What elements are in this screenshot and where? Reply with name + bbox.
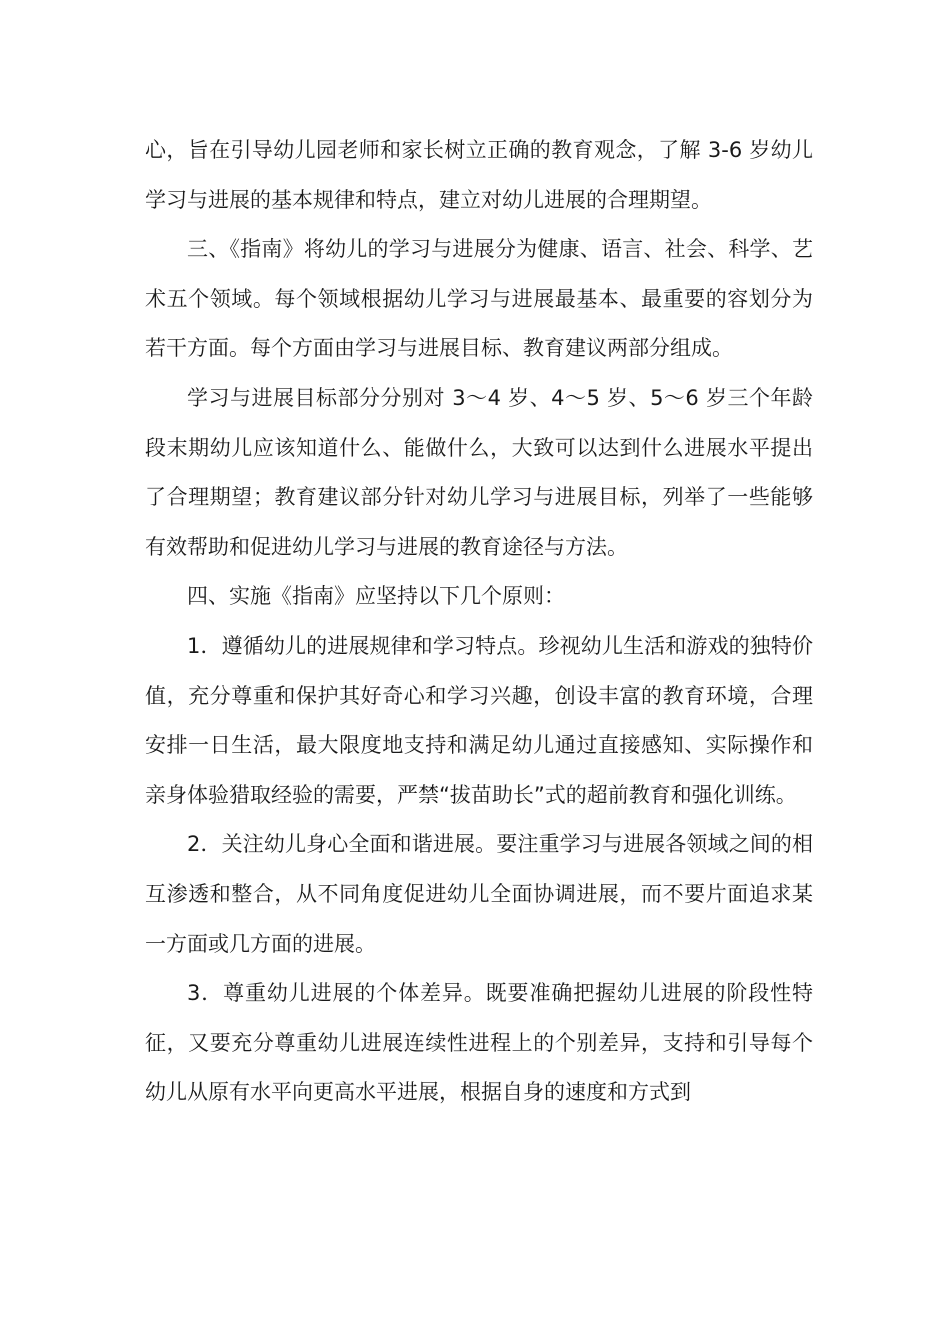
paragraph-principle-1: 1．遵循幼儿的进展规律和学习特点。珍视幼儿生活和游戏的独特价值，充分尊重和保护其好奇心和学习兴趣，创设丰富的教育环境，合理安排一日生活，最大限度地支持和满足幼儿通过直接感知、实际操作和亲身体验猎取经验的需要，严禁“拔苗助长”式的超前教育和强化训练。 xyxy=(145,633,813,807)
paragraph-section-four-heading: 四、实施《指南》应坚持以下几个原则： xyxy=(187,584,565,609)
paragraph-principle-3: 3．尊重幼儿进展的个体差异。既要准确把握幼儿进展的阶段性特征，又要充分尊重幼儿进展连续性进程上的个别差异，支持和引导每个幼儿从原有水平向更高水平进展，根据自身的速度和方式到 xyxy=(145,981,813,1105)
document-body xyxy=(145,126,813,1118)
paragraph-goals-and-advice: 学习与进展目标部分分别对 3～4 岁、4～5 岁、5～6 岁三个年龄段末期幼儿应该知道什么、能做什么，大致可以达到什么进展水平提出了合理期望；教育建议部分针对幼儿学习与进展目标，列举了一些能够有效帮助和促进幼儿学习与进展的教育途径与方法。 xyxy=(145,385,813,559)
paragraph-continuation: 心，旨在引导幼儿园老师和家长树立正确的教育观念，了解 3-6 岁幼儿学习与进展的基本规律和特点，建立对幼儿进展的合理期望。 xyxy=(145,138,813,212)
paragraph-section-three: 三、《指南》将幼儿的学习与进展分为健康、语言、社会、科学、艺术五个领域。每个领域根据幼儿学习与进展最基本、最重要的容划分为若干方面。每个方面由学习与进展目标、教育建议两部分组成。 xyxy=(145,237,813,361)
paragraph-principle-2: 2．关注幼儿身心全面和谐进展。要注重学习与进展各领域之间的相互渗透和整合，从不同角度促进幼儿全面协调进展，而不要片面追求某一方面或几方面的进展。 xyxy=(145,832,813,956)
